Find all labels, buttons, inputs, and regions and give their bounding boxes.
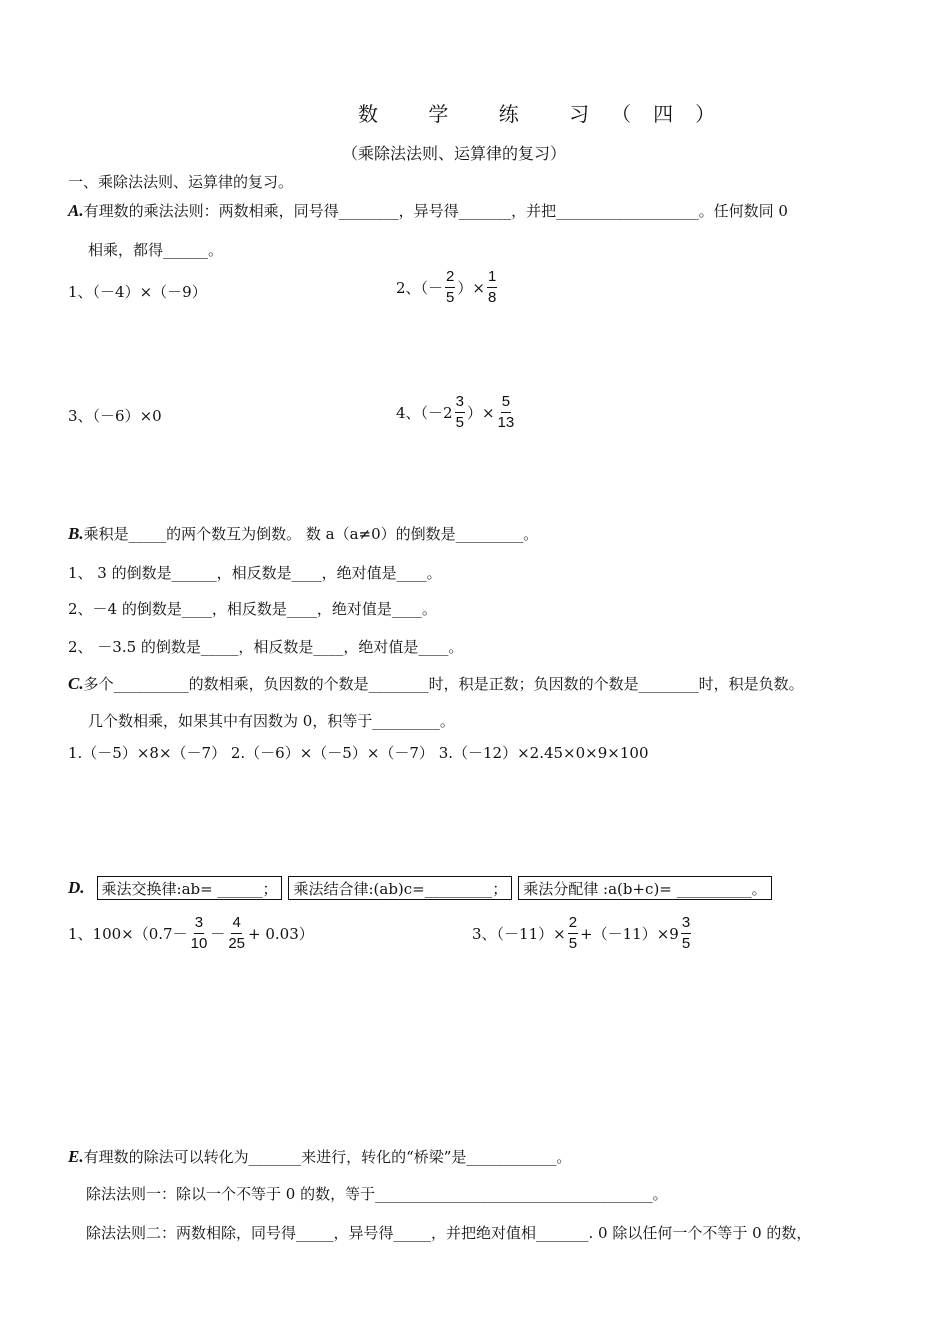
section-e-label: E.: [68, 1146, 84, 1166]
problem-d1-op: －: [210, 925, 226, 943]
section-a-rule-cont: 相乘，都得______。: [88, 241, 224, 259]
page-title: 数 学 练 习（四）: [358, 102, 738, 126]
denominator: 8: [487, 289, 497, 306]
section-c-rule-cont: 几个数相乘，如果其中有因数为 0，积等于_________。: [88, 712, 455, 730]
section-a-rule-text: 有理数的乘法法则：两数相乘，同号得________，异号得_______，并把___________________。任何数同 0: [83, 202, 788, 220]
problem-b2: 2、－4 的倒数是____，相反数是____，绝对值是____。: [68, 600, 437, 618]
denominator: 5: [446, 289, 455, 306]
fraction: [568, 914, 578, 953]
denominator: 5: [455, 414, 464, 431]
fraction: [227, 914, 246, 953]
numerator: 3: [455, 393, 465, 413]
section-d-label: D.: [68, 878, 85, 897]
fraction: [497, 393, 516, 432]
section-c-rule-text: 多个__________的数相乘，负因数的个数是________时，积是正数；负因数的个数是________时，积是负数。: [83, 675, 804, 693]
section-heading: 一、乘除法法则、运算律的复习。: [68, 173, 294, 191]
section-e-rule: [68, 1146, 571, 1167]
distributive-law-box: 乘法分配律 :a(b+c)= __________。: [518, 876, 771, 900]
numerator: 5: [501, 393, 511, 413]
problems-c: 1.（－5）×8×（－7） 2.（－6）×（－5）×（－7） 3.（－12）×2.45×0×9×100: [68, 744, 649, 762]
problem-a1: 1、（－4）×（－9）: [68, 283, 207, 301]
problem-b3: 2、 －3.5 的倒数是_____，相反数是____，绝对值是____。: [68, 638, 464, 656]
fraction: [445, 268, 455, 307]
problem-d3-op: +（－11）×9: [580, 925, 679, 943]
problem-a2-op: ）×: [457, 279, 485, 297]
section-c-label: C.: [68, 673, 84, 693]
section-a-label: A.: [68, 200, 84, 220]
section-a-rule: [68, 200, 788, 221]
commutative-law-box: 乘法交换律:ab= ______；: [97, 876, 283, 900]
numerator: 1: [487, 268, 497, 288]
problem-b1: 1、 3 的倒数是______，相反数是____，绝对值是____。: [68, 564, 442, 582]
problem-d3-prefix: 3、（－11）×: [472, 925, 566, 943]
problem-a4-op: ）×: [466, 404, 495, 422]
denominator: 13: [497, 414, 515, 431]
problem-a4: [396, 393, 517, 432]
section-b-label: B.: [68, 523, 84, 543]
problem-a4-prefix: 4、（－2: [396, 404, 453, 422]
denominator: 5: [568, 935, 578, 952]
problem-d1-prefix: 1、100×（0.7－: [68, 925, 188, 943]
numerator: 4: [231, 914, 241, 934]
section-c-rule: [68, 673, 804, 694]
page-subtitle: （乘除法法则、运算律的复习）: [342, 144, 567, 163]
denominator: 10: [190, 935, 208, 952]
denominator: 5: [681, 935, 691, 952]
associative-law-box: 乘法结合律:(ab)c=_________；: [288, 876, 512, 900]
numerator: 3: [681, 914, 691, 934]
problem-d3: [472, 914, 693, 953]
problem-d1-suffix: + 0.03）: [248, 925, 314, 943]
section-e-rule-text: 有理数的除法可以转化为_______来进行，转化的“桥梁”是____________。: [83, 1148, 572, 1166]
problem-a2-prefix: 2、（－: [396, 279, 444, 297]
section-b-rule-text: 乘积是_____的两个数互为倒数。 数 a（a≠0）的倒数是_________。: [83, 525, 539, 543]
division-law-2: 除法法则二：两数相除，同号得_____，异号得_____，并把绝对值相_______. 0 除以任何一个不等于 0 的数，: [86, 1224, 812, 1242]
fraction: [190, 914, 209, 953]
denominator: 25: [228, 935, 245, 952]
fraction: [681, 914, 691, 953]
numerator: 2: [445, 268, 455, 288]
section-b-rule: [68, 523, 538, 544]
numerator: 2: [568, 914, 578, 934]
problem-a3: 3、（－6）×0: [68, 407, 162, 425]
section-d-laws: [68, 876, 778, 900]
division-law-1: 除法法则一：除以一个不等于 0 的数，等于_____________________________________。: [86, 1185, 668, 1203]
problem-d1: [68, 914, 314, 953]
problem-a2: [396, 268, 499, 307]
numerator: 3: [194, 914, 204, 934]
fraction: [455, 393, 465, 432]
fraction: [487, 268, 497, 307]
